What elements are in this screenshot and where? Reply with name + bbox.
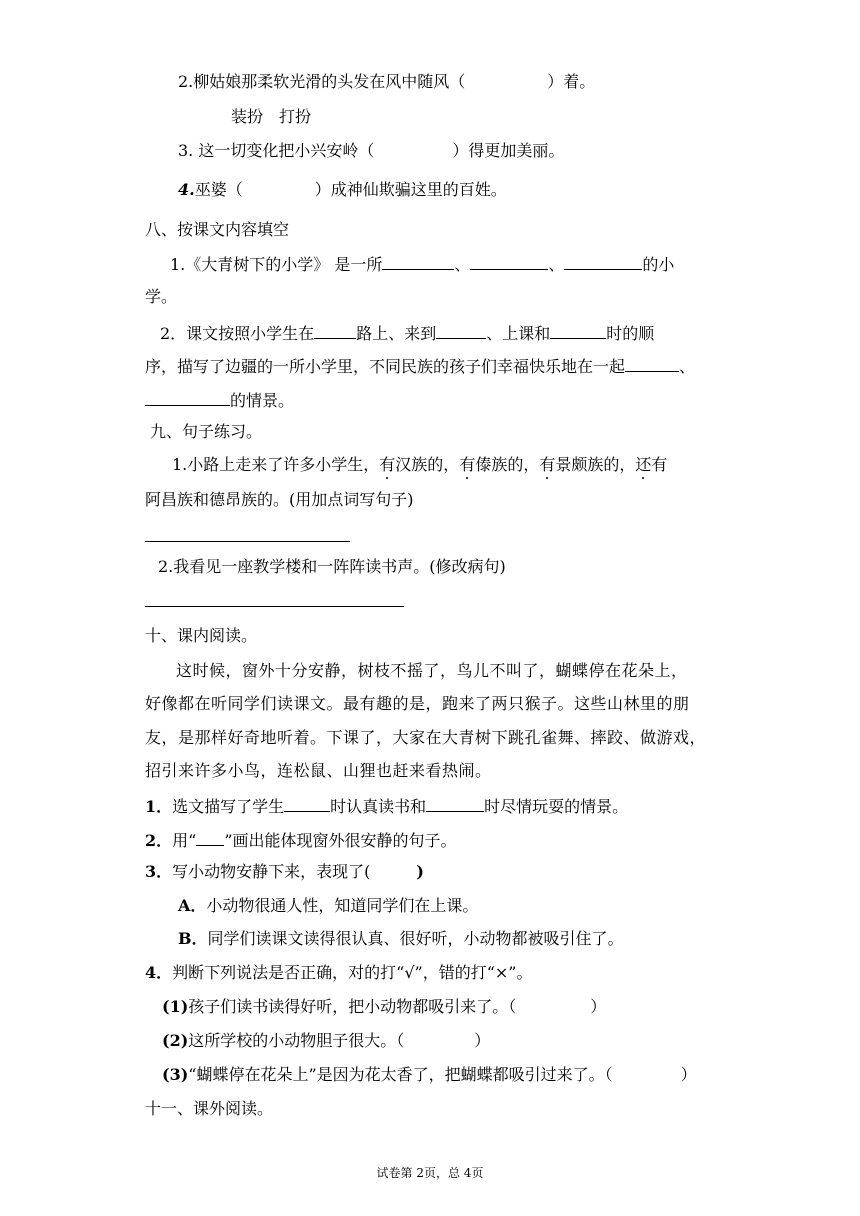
blank[interactable]	[426, 795, 484, 812]
section-8-q2-line2: 序，描写了边疆的一所小学里，不同民族的孩子们幸福快乐地在一起 、	[145, 357, 696, 376]
reading-q4: 4．判断下列说法是否正确，对的打“√”，错的打“×”。	[145, 963, 533, 982]
blank[interactable]	[470, 253, 548, 270]
reading-q2: 2．用“ ”画出能体现窗外很安静的句子。	[145, 831, 457, 850]
section-8-q2-line1: 2．课文按照小学生在 路上、来到 、上课和 时的顺	[160, 324, 655, 343]
section-9-title: 九、句子练习。	[150, 422, 263, 441]
passage-line: 友，是那样好奇地听着。下课了，大家在大青树下跳孔雀舞、摔跤、做游戏，	[145, 728, 707, 747]
blank[interactable]	[382, 253, 454, 270]
section-9-q2: 2.我看见一座教学楼和一阵阵读书声。(修改病句)	[158, 557, 506, 576]
question-3: 3. 这一切变化把小兴安岭（ ）得更加美丽。	[178, 141, 565, 160]
section-10-title: 十、课内阅读。	[145, 626, 258, 645]
section-9-q1-line2: 阿昌族和德昂族的。(用加点词写句子)	[145, 490, 414, 509]
judge-1: (1)孩子们读书读得好听，把小动物都吸引来了。（ ）	[162, 997, 607, 1016]
dotted-char: 有	[539, 455, 556, 474]
reading-q1: 1．选文描写了学生 时认真读书和 时尽情玩耍的情景。	[145, 797, 629, 816]
option-b[interactable]: B．同学们读课文读得很认真、很好听，小动物都被吸引住了。	[178, 929, 624, 948]
section-8-q1-cont: 学。	[145, 287, 178, 306]
question-4: 4.巫婆（ ）成神仙欺骗这里的百姓。	[178, 180, 507, 199]
option-a[interactable]: A．小动物很通人性，知道同学们在上课。	[178, 896, 479, 915]
blank	[196, 829, 224, 846]
section-8-title: 八、按课文内容填空	[145, 220, 290, 239]
dotted-char: 有	[379, 455, 396, 474]
blank[interactable]	[314, 322, 356, 339]
blank[interactable]	[564, 253, 642, 270]
dotted-char: 还	[635, 455, 652, 474]
word-choices: 装扮 打扮	[231, 107, 312, 126]
reading-q3: 3．写小动物安静下来，表现了( )	[145, 862, 424, 881]
judge-2: (2)这所学校的小动物胆子很大。（ ）	[162, 1031, 491, 1050]
judge-3: (3)“蝴蝶停在花朵上”是因为花太香了，把蝴蝶都吸引过来了。（ ）	[162, 1065, 697, 1084]
blank[interactable]	[145, 389, 230, 406]
blank[interactable]	[284, 795, 330, 812]
passage-line: 好像都在听同学们读课文。最有趣的是，跑来了两只猴子。这些山林里的朋	[145, 694, 690, 713]
section-9-q1-line1: 1.小路上走来了许多小学生，有汉族的，有傣族的，有景颇族的，还有	[172, 455, 668, 474]
section-8-q1: 1.《大青树下的小学》 是一所 、 、 的小	[170, 255, 675, 274]
section-11-title: 十一、课外阅读。	[145, 1099, 274, 1118]
answer-line[interactable]	[145, 606, 404, 607]
section-8-q2-line3: 的情景。	[145, 389, 294, 411]
passage-line: 招引来许多小鸟，连松鼠、山狸也赶来看热闹。	[145, 761, 492, 780]
question-2: 2.柳姑娘那柔软光滑的头发在风中随风（ ）着。	[178, 72, 596, 91]
passage-line: 这时候，窗外十分安静，树枝不摇了，鸟儿不叫了，蝴蝶停在花朵上，	[176, 661, 688, 680]
answer-line[interactable]	[145, 541, 350, 542]
blank[interactable]	[550, 322, 606, 339]
blank[interactable]	[436, 322, 486, 339]
dotted-char: 有	[459, 455, 476, 474]
blank[interactable]	[625, 355, 679, 372]
page-footer: 试卷第 2页，总 4页	[376, 1166, 484, 1180]
